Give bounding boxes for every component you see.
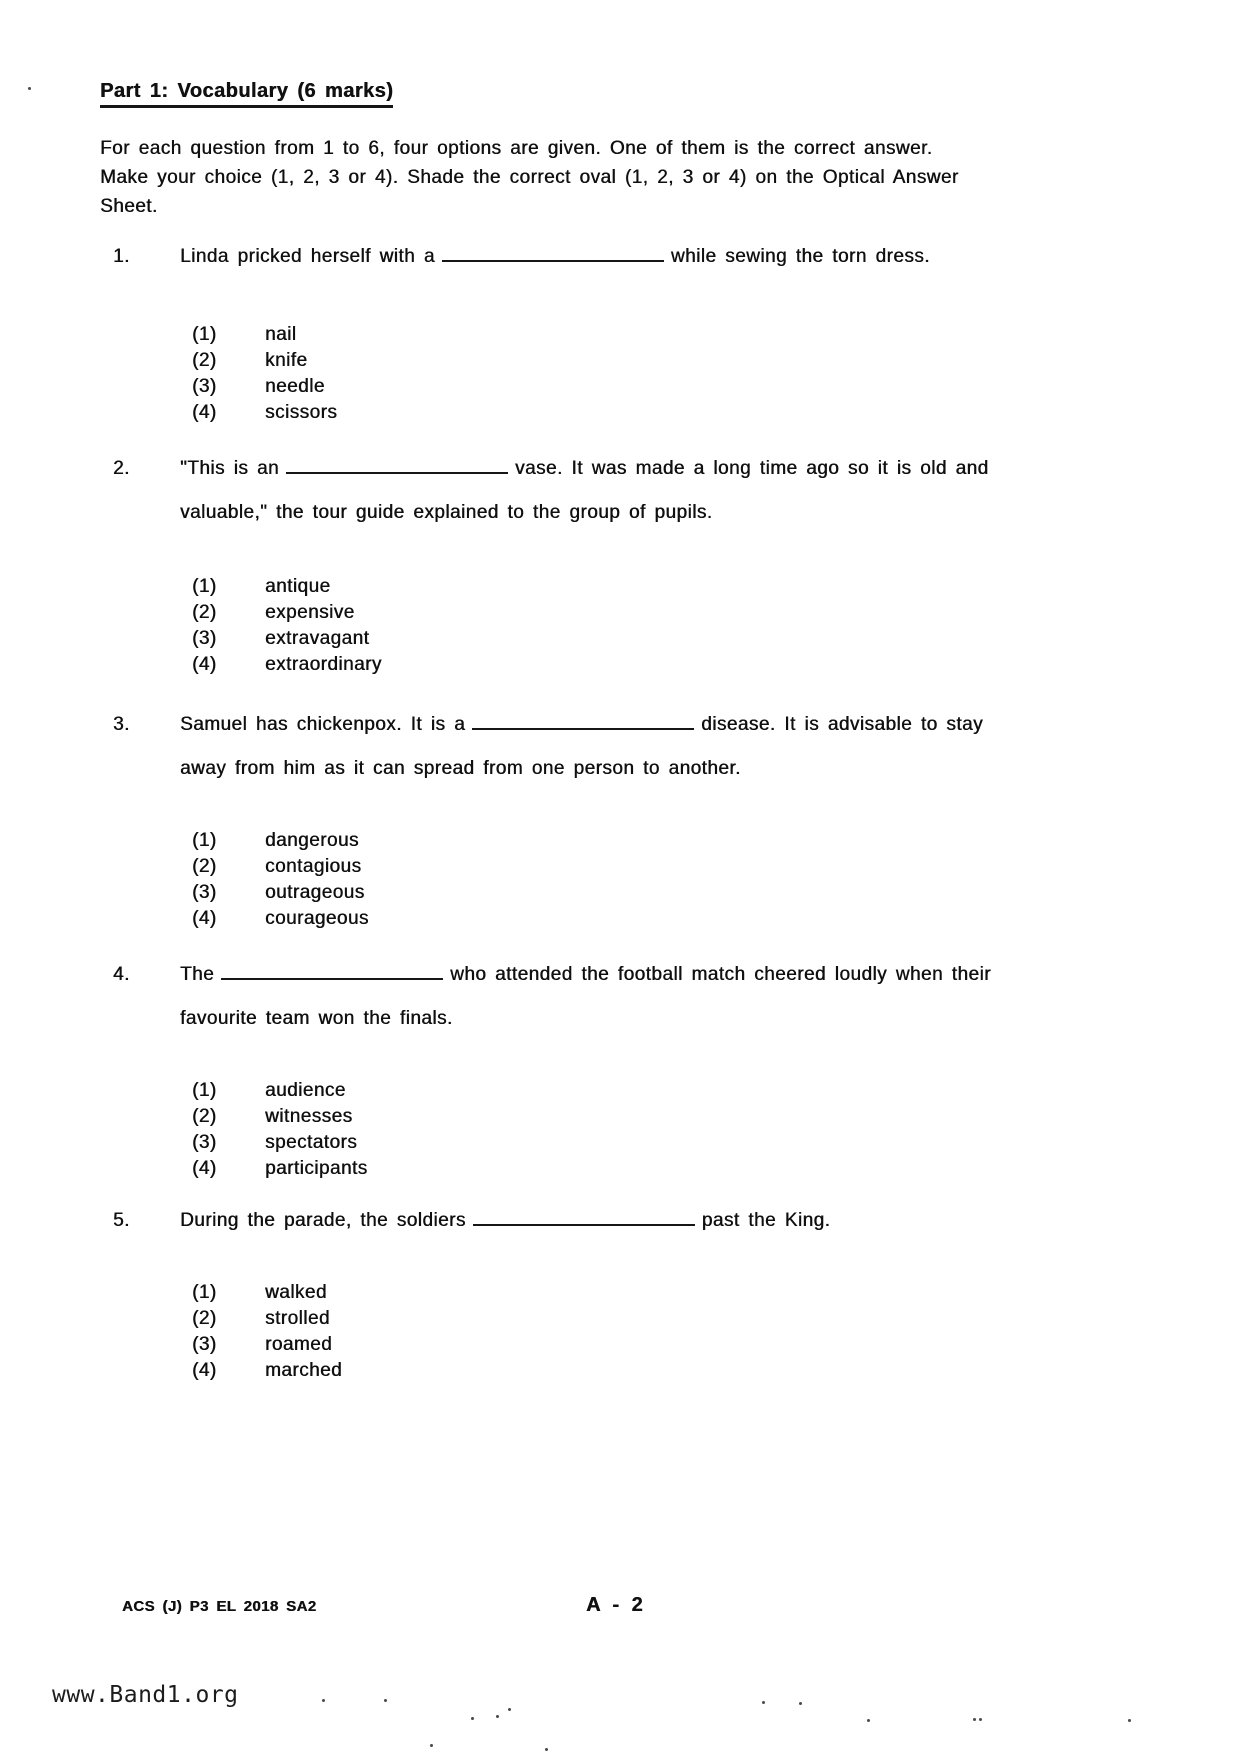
option-row [0, 376, 1239, 402]
stem-after: disease. It is advisable to stay [701, 714, 983, 735]
option-label: dangerous [265, 830, 359, 851]
option-label: roamed [265, 1334, 333, 1355]
site-watermark: www.Band1.org [52, 1682, 239, 1708]
option-number: (4) [192, 654, 217, 675]
option-row [0, 882, 1239, 908]
scan-speck [1128, 1719, 1131, 1722]
option-row [0, 830, 1239, 856]
option-number: (3) [192, 1132, 217, 1153]
answer-blank [221, 974, 443, 980]
scan-speck [384, 1699, 387, 1702]
option-label: contagious [265, 856, 362, 877]
option-label: extravagant [265, 628, 370, 649]
option-row [0, 856, 1239, 882]
option-row [0, 1282, 1239, 1308]
option-label: audience [265, 1080, 346, 1101]
option-row [0, 1132, 1239, 1158]
option-label: scissors [265, 402, 338, 423]
option-label: outrageous [265, 882, 365, 903]
option-number: (3) [192, 376, 217, 397]
scan-speck [496, 1715, 499, 1718]
option-number: (4) [192, 1158, 217, 1179]
question-stem-line2: valuable," the tour guide explained to the group of pupils. [180, 502, 713, 523]
stem-before: Linda pricked herself with a [180, 246, 435, 267]
option-label: marched [265, 1360, 343, 1381]
option-label: courageous [265, 908, 369, 929]
answer-blank [442, 256, 664, 262]
instruction-line: For each question from 1 to 6, four options are given. One of them is the correct answer. [100, 138, 933, 159]
answer-blank [286, 468, 508, 474]
question-stem-line2: favourite team won the finals. [180, 1008, 453, 1029]
option-row [0, 602, 1239, 628]
option-number: (3) [192, 628, 217, 649]
scan-speck [322, 1699, 325, 1702]
option-row [0, 1106, 1239, 1132]
stem-after: past the King. [701, 1210, 831, 1231]
instruction-line: Make your choice (1, 2, 3 or 4). Shade the correct oval (1, 2, 3 or 4) on the Optical Answer [100, 167, 959, 188]
option-number: (2) [192, 856, 217, 877]
answer-blank [472, 724, 694, 730]
option-number: (3) [192, 882, 217, 903]
option-number: (4) [192, 402, 217, 423]
question-stem-line2: away from him as it can spread from one person to another. [180, 758, 741, 779]
option-label: participants [265, 1158, 368, 1179]
option-number: (2) [192, 1106, 217, 1127]
question-number: 4. [113, 964, 130, 985]
option-number: (4) [192, 1360, 217, 1381]
option-number: (1) [192, 1282, 217, 1303]
option-row [0, 908, 1239, 934]
scan-speck [508, 1708, 511, 1711]
option-label: antique [265, 576, 331, 597]
stem-before: The [180, 964, 215, 985]
question-number: 3. [113, 714, 130, 735]
question-stem [180, 964, 991, 986]
option-number: (1) [192, 576, 217, 597]
scan-speck [430, 1744, 433, 1747]
option-row [0, 350, 1239, 376]
option-row [0, 1158, 1239, 1184]
option-label: walked [265, 1282, 327, 1303]
option-row [0, 628, 1239, 654]
footer-page-number: A - 2 [586, 1594, 645, 1616]
option-label: extraordinary [265, 654, 382, 675]
stem-before: During the parade, the soldiers [180, 1210, 466, 1231]
option-number: (1) [192, 1080, 217, 1101]
scan-speck [979, 1718, 982, 1721]
option-row [0, 1308, 1239, 1334]
option-number: (1) [192, 324, 217, 345]
answer-blank [473, 1220, 695, 1226]
options-list [0, 1080, 1239, 1184]
scan-speck [973, 1718, 976, 1721]
scan-speck [867, 1719, 870, 1722]
option-row [0, 654, 1239, 680]
option-row [0, 1080, 1239, 1106]
option-label: spectators [265, 1132, 358, 1153]
option-row [0, 324, 1239, 350]
option-label: strolled [265, 1308, 330, 1329]
option-number: (3) [192, 1334, 217, 1355]
option-label: needle [265, 376, 325, 397]
question-stem [180, 1210, 830, 1232]
stem-before: Samuel has chickenpox. It is a [180, 714, 466, 735]
option-number: (2) [192, 350, 217, 371]
option-number: (2) [192, 1308, 217, 1329]
option-number: (1) [192, 830, 217, 851]
options-list [0, 324, 1239, 428]
question-number: 1. [113, 246, 130, 267]
option-label: expensive [265, 602, 355, 623]
options-list [0, 1282, 1239, 1386]
scan-speck [545, 1748, 548, 1751]
scan-speck [799, 1702, 802, 1705]
option-row [0, 1334, 1239, 1360]
section-title: Part 1: Vocabulary (6 marks) [100, 80, 393, 108]
stem-before: "This is an [180, 458, 280, 479]
option-row [0, 576, 1239, 602]
options-list [0, 576, 1239, 680]
option-label: knife [265, 350, 308, 371]
stem-after: vase. It was made a long time ago so it is old and [515, 458, 989, 479]
option-label: nail [265, 324, 297, 345]
option-label: witnesses [265, 1106, 353, 1127]
question-stem [180, 458, 989, 480]
option-number: (4) [192, 908, 217, 929]
scan-speck [471, 1717, 474, 1720]
options-list [0, 830, 1239, 934]
instruction-line: Sheet. [100, 196, 158, 217]
option-row [0, 1360, 1239, 1386]
scan-speck [762, 1701, 765, 1704]
option-row [0, 402, 1239, 428]
question-stem [180, 246, 930, 268]
question-number: 2. [113, 458, 130, 479]
question-number: 5. [113, 1210, 130, 1231]
footer-doc-code: ACS (J) P3 EL 2018 SA2 [122, 1598, 317, 1615]
question-stem [180, 714, 983, 736]
stem-after: while sewing the torn dress. [670, 246, 930, 267]
stem-after: who attended the football match cheered loudly when their [450, 964, 991, 985]
option-number: (2) [192, 602, 217, 623]
scan-speck [28, 87, 31, 90]
